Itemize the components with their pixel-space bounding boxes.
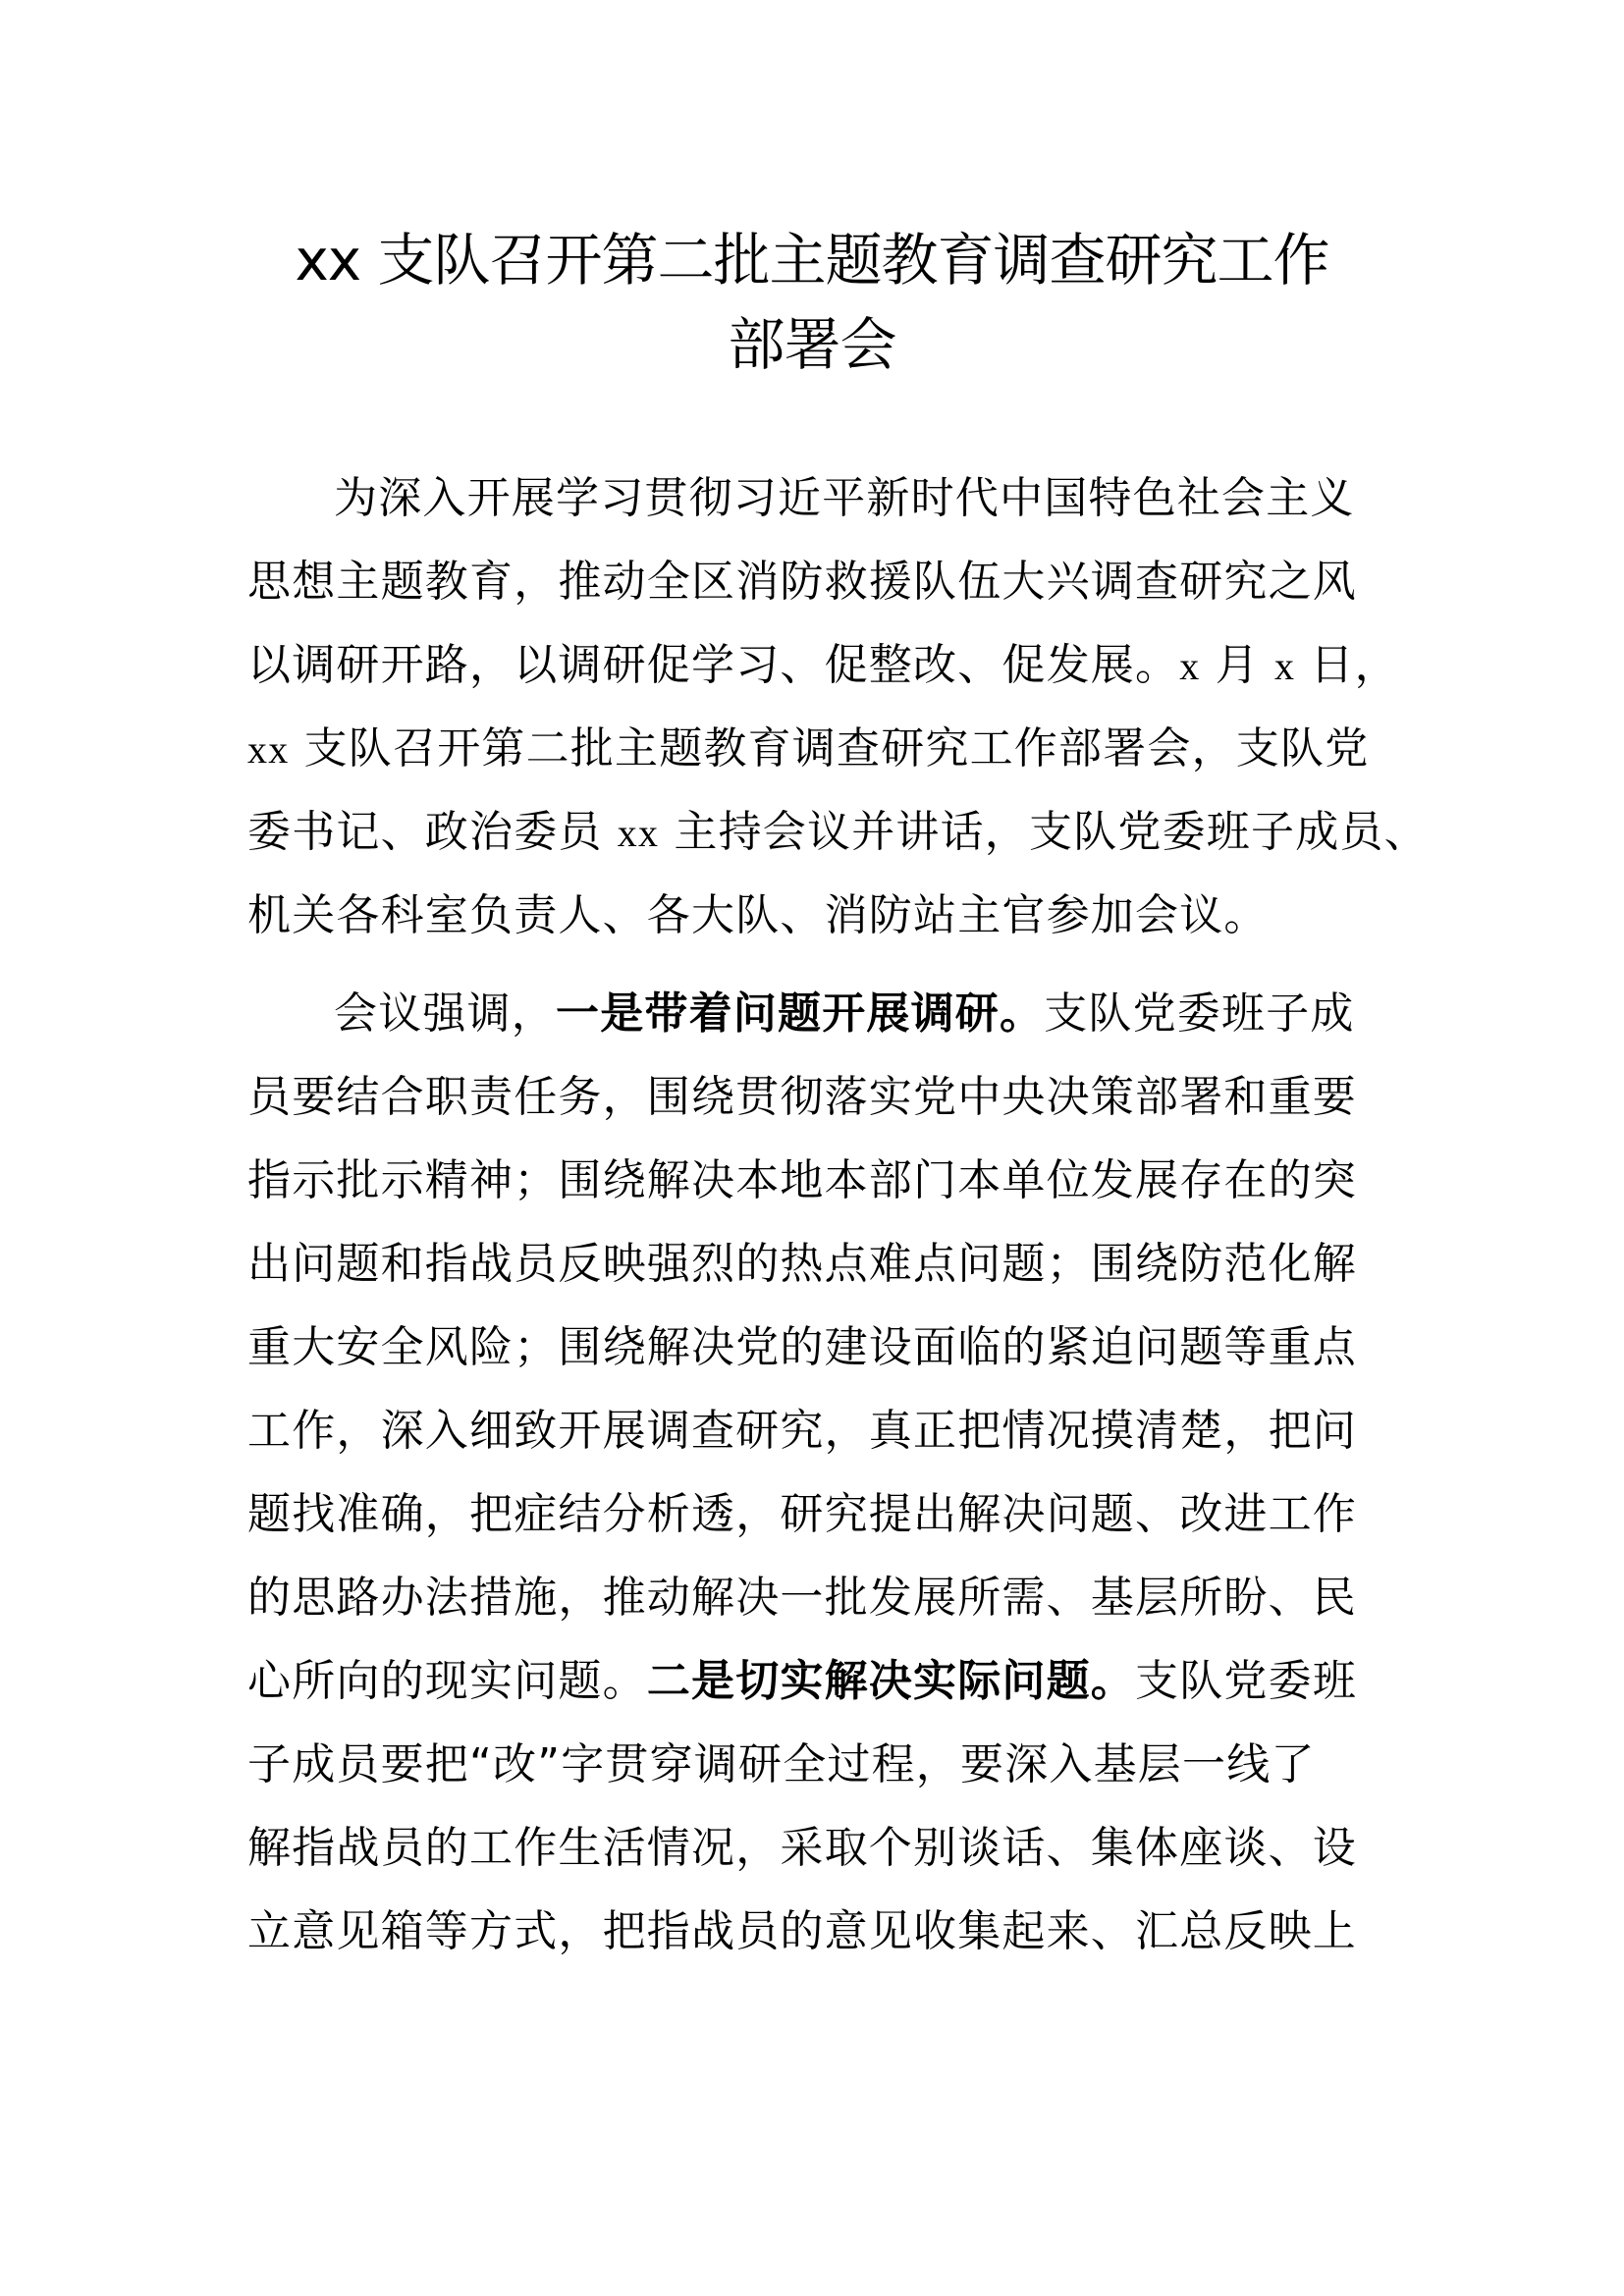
paragraph-2-line-5: 重大安全风险；围绕解决党的建设面临的紧迫问题等重点 <box>247 1322 1357 1372</box>
title-line-1: xx 支队召开第二批主题教育调查研究工作 <box>295 227 1329 294</box>
text-segment: 心所向的现实问题。 <box>247 1656 647 1706</box>
title-line-2: 部署会 <box>728 311 896 378</box>
text-segment: 月 <box>1200 640 1274 690</box>
paragraph-1-line-4 <box>247 720 1426 779</box>
text-segment: 以调研开路，以调研促学习、促整改、促发展。 <box>247 640 1180 690</box>
name-placeholder: xx <box>617 811 660 855</box>
paragraph-2-line-8: 的思路办法措施，推动解决一批发展所需、基层所盼、民 <box>247 1573 1357 1623</box>
paragraph-2-line-3: 指示批示精神；围绕解决本地本部门本单位发展存在的突 <box>247 1155 1357 1205</box>
paragraph-2-line-9 <box>247 1652 1426 1711</box>
paragraph-1-line-5 <box>247 803 1429 863</box>
text-segment: 支队召开第二批主题教育调查研究工作部署会，支队党 <box>289 723 1370 774</box>
paragraph-2-line-6: 工作，深入细致开展调查研究，真正把情况摸清楚，把问 <box>247 1406 1357 1456</box>
text-segment: 日， <box>1295 640 1399 690</box>
paragraph-2-line-10: 子成员要把“改”字贯穿调研全过程，要深入基层一线了 <box>247 1739 1316 1789</box>
paragraph-2-line-7: 题找准确，把症结分析透，研究提出解决问题、改进工作 <box>247 1489 1357 1539</box>
paragraph-1-line-3 <box>247 636 1426 696</box>
paragraph-1-line-2: 思想主题教育，推动全区消防救援队伍大兴调查研究之风 <box>247 557 1357 607</box>
text-segment: 支队党委班子成 <box>1044 988 1355 1039</box>
paragraph-1-line-6: 机关各科室负责人、各大队、消防站主官参加会议。 <box>247 890 1269 940</box>
text-segment: 委书记、政治委员 <box>247 807 618 857</box>
paragraph-2-line-12: 立意见箱等方式，把指战员的意见收集起来、汇总反映上 <box>247 1906 1357 1956</box>
paragraph-2-line-1 <box>247 985 1512 1043</box>
text-segment: 会议强调， <box>334 988 556 1039</box>
key-point-2: 二是切实解决实际问题。 <box>646 1656 1136 1706</box>
key-point-1: 一是带着问题开展调研。 <box>556 988 1045 1039</box>
text-segment: 主持会议并讲话，支队党委班子成员、 <box>659 807 1429 857</box>
document-title <box>196 218 1428 387</box>
unit-placeholder: xx <box>247 727 290 772</box>
paragraph-2-line-11: 解指战员的工作生活情况，采取个别谈话、集体座谈、设 <box>247 1823 1357 1873</box>
month-placeholder: x <box>1179 644 1201 688</box>
text-segment: 支队党委班 <box>1135 1656 1358 1706</box>
paragraph-2-line-2: 员要结合职责任务，围绕贯彻落实党中央决策部署和重要 <box>247 1072 1357 1122</box>
paragraph-1-line-1: 为深入开展学习贯彻习近平新时代中国特色社会主义 <box>334 473 1355 523</box>
day-placeholder: x <box>1273 644 1296 688</box>
paragraph-2-line-4: 出问题和指战员反映强烈的热点难点问题；围绕防范化解 <box>247 1239 1357 1289</box>
